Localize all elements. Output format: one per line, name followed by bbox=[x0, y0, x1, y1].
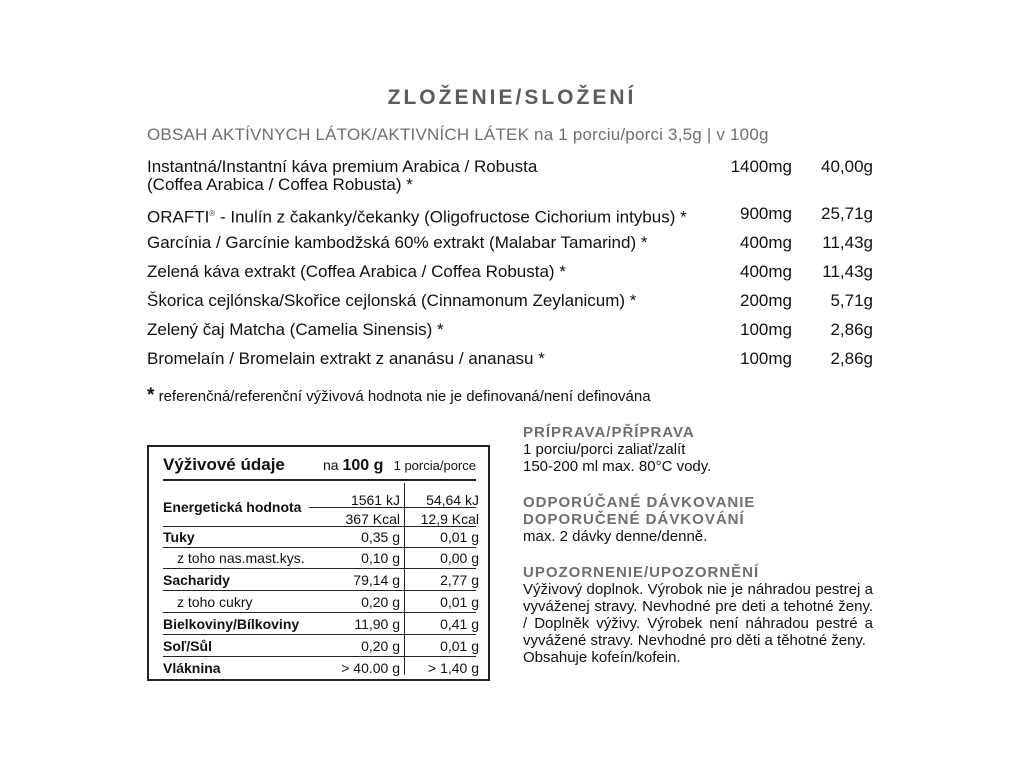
nutrition-row: Vláknina > 40.00 g > 1,40 g bbox=[163, 660, 479, 676]
ingredient-mg: 100mg bbox=[740, 349, 792, 368]
divider bbox=[163, 634, 476, 635]
ingredient-g: 11,43g bbox=[822, 262, 873, 281]
nutrition-row: Sacharidy 79,14 g 2,77 g bbox=[163, 572, 479, 588]
energy-kj-portion: 54,64 kJ bbox=[426, 492, 479, 508]
ingredient-g: 25,71g bbox=[821, 204, 873, 223]
ingredient-mg: 400mg bbox=[740, 233, 792, 252]
divider bbox=[163, 612, 476, 613]
divider bbox=[309, 507, 476, 508]
dosage-heading: ODPORÚČANÉ DÁVKOVANIE bbox=[523, 494, 756, 511]
energy-kcal-100: 367 Kcal bbox=[345, 511, 400, 527]
dosage-section bbox=[523, 494, 873, 545]
ingredient-name: Bromelaín / Bromelain extrakt z ananásu / ananasu * bbox=[147, 349, 545, 368]
preparation-line: 150-200 ml max. 80°C vody. bbox=[523, 458, 712, 475]
ingredient-g: 5,71g bbox=[830, 291, 873, 310]
divider bbox=[163, 547, 476, 548]
energy-kcal-portion: 12,9 Kcal bbox=[420, 511, 479, 527]
nutrition-header bbox=[163, 455, 476, 477]
registered-mark: ® bbox=[209, 209, 216, 218]
ingredient-name: Instantná/Instantní káva premium Arabica / Robusta (Coffea Arabica / Coffea Robusta) * bbox=[147, 157, 538, 194]
ingredient-row bbox=[147, 158, 877, 194]
nutrition-table bbox=[147, 445, 490, 681]
ingredient-mg: 400mg bbox=[740, 262, 792, 281]
active-ingredients-subtitle: OBSAH AKTÍVNYCH LÁTOK/AKTIVNÍCH LÁTEK na 1 porciu/porci 3,5g | v 100g bbox=[147, 125, 769, 144]
divider bbox=[163, 568, 476, 569]
nutrition-row: z toho cukry 0,20 g 0,01 g bbox=[177, 594, 479, 610]
nutrition-row: Bielkoviny/Bílkoviny 11,90 g 0,41 g bbox=[163, 616, 479, 632]
ingredient-row bbox=[147, 234, 877, 254]
ingredient-mg: 100mg bbox=[740, 320, 792, 339]
energy-label: Energetická hodnota bbox=[163, 499, 302, 515]
nutrition-row: Tuky 0,35 g 0,01 g bbox=[163, 529, 479, 545]
ingredient-mg: 900mg bbox=[740, 204, 792, 223]
ingredient-g: 11,43g bbox=[822, 233, 873, 252]
divider bbox=[163, 656, 476, 657]
ingredient-g: 40,00g bbox=[821, 157, 873, 176]
divider bbox=[163, 479, 476, 481]
divider bbox=[163, 526, 476, 527]
divider bbox=[163, 590, 476, 591]
ingredient-row bbox=[147, 292, 877, 312]
nutrition-row: z toho nas.mast.kys. 0,10 g 0,00 g bbox=[177, 550, 479, 566]
ingredient-row bbox=[147, 263, 877, 283]
column-per-portion: 1 porcia/porce bbox=[393, 458, 476, 473]
ingredient-row bbox=[147, 321, 877, 341]
ingredient-name: Škorica cejlónska/Skořice cejlonská (Cinnamonum Zeylanicum) * bbox=[147, 291, 637, 310]
ingredient-row bbox=[147, 205, 877, 225]
footnote-star: * bbox=[147, 385, 155, 406]
preparation-heading: PRÍPRAVA/PŘÍPRAVA bbox=[523, 424, 695, 441]
warning-section bbox=[523, 564, 873, 666]
preparation-line: 1 porciu/porci zaliať/zalít bbox=[523, 441, 686, 458]
ingredient-mg: 1400mg bbox=[730, 157, 792, 176]
warning-last-line: Obsahuje kofeín/kofein. bbox=[523, 649, 681, 666]
column-per-100g: na 100 g bbox=[323, 457, 384, 474]
ingredient-g: 2,86g bbox=[830, 320, 873, 339]
dosage-heading: DOPORUČENÉ DÁVKOVÁNÍ bbox=[523, 511, 745, 528]
ingredient-name: Garcínia / Garcínie kambodžská 60% extrakt (Malabar Tamarind) * bbox=[147, 233, 648, 252]
preparation-section bbox=[523, 424, 873, 475]
column-divider bbox=[404, 483, 405, 675]
ingredient-mg: 200mg bbox=[740, 291, 792, 310]
energy-row bbox=[163, 491, 479, 527]
ingredient-name: Zelený čaj Matcha (Camelia Sinensis) * bbox=[147, 320, 444, 339]
nutrition-title: Výživové údaje bbox=[163, 455, 285, 474]
footnote bbox=[147, 385, 651, 407]
page-title: ZLOŽENIE/SLOŽENÍ bbox=[387, 86, 637, 109]
energy-kj-100: 1561 kJ bbox=[350, 492, 400, 508]
nutrition-row: Soľ/Sůl 0,20 g 0,01 g bbox=[163, 638, 479, 654]
dosage-text: max. 2 dávky denne/denně. bbox=[523, 528, 708, 545]
ingredient-name: Zelená káva extrakt (Coffea Arabica / Coffea Robusta) * bbox=[147, 262, 566, 281]
warning-heading: UPOZORNENIE/UPOZORNĚNÍ bbox=[523, 564, 760, 581]
ingredient-row bbox=[147, 350, 877, 370]
warning-text: Výživový doplnok. Výrobok nie je náhradou pestrej a vyváženej stravy. Nevhodné pre deti a tehotné ženy. / Doplněk výživy. Výrobek není náhradou pestré a vyvážené stravy. Nevhodné pro děti a těhotné ženy. bbox=[523, 581, 873, 649]
ingredient-g: 2,86g bbox=[830, 349, 873, 368]
footnote-text: referenčná/referenční výživová hodnota nie je definovaná/není definována bbox=[154, 388, 651, 405]
ingredient-name: ORAFTI® - Inulín z čakanky/čekanky (Oligofructose Cichorium intybus) * bbox=[147, 207, 687, 227]
